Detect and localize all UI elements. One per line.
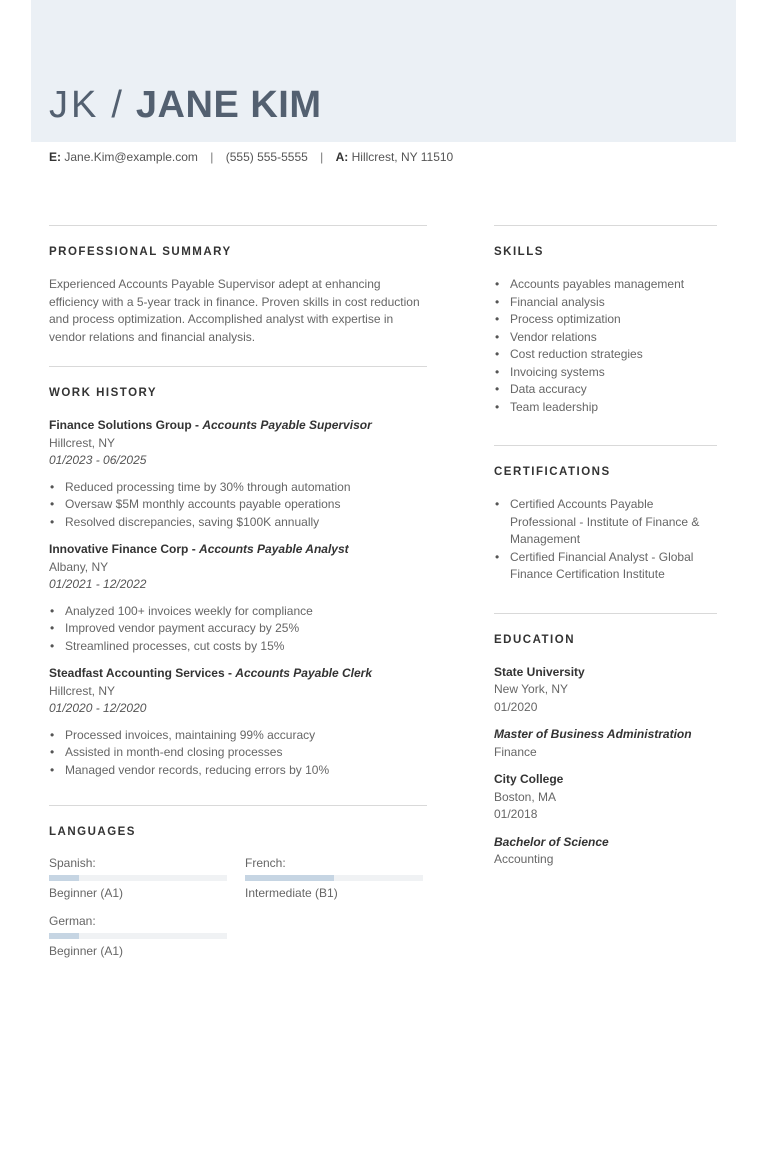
job-entry (49, 417, 427, 531)
certifications-list (494, 496, 717, 584)
list-item: • Analyzed 100+ invoices weekly for compliance (49, 603, 427, 621)
job-dash: - (188, 542, 200, 556)
list-item: • Process optimization (494, 311, 717, 329)
language-proficiency-fill (49, 933, 79, 939)
section-divider (494, 225, 717, 226)
list-item: • Certified Financial Analyst - Global Finance Certification Institute (494, 549, 717, 584)
job-company: Finance Solutions Group (49, 418, 192, 432)
summary-text: Experienced Accounts Payable Supervisor adept at enhancing efficiency with a 5-year track in finance. Proven skills in cost reduction and process optimization. Accomplished analyst with expertise in vendor relations and financial analysis. (49, 277, 420, 344)
skills-section (494, 225, 717, 416)
list-item: • Accounts payables management (494, 276, 717, 294)
list-item: • Oversaw $5M monthly accounts payable operations (49, 496, 427, 514)
address-value: Hillcrest, NY 11510 (351, 150, 454, 164)
section-divider (494, 445, 717, 446)
education-entry (494, 664, 717, 762)
right-column (494, 225, 717, 879)
job-role: Accounts Payable Clerk (235, 666, 373, 680)
languages-title: LANGUAGES (49, 826, 136, 838)
degree-field: Finance (494, 744, 537, 759)
summary-section (49, 225, 427, 346)
list-item: • Invoicing systems (494, 364, 717, 382)
list-item: • Team leadership (494, 399, 717, 417)
degree-name: Bachelor of Science (494, 834, 609, 849)
list-item: • Cost reduction strategies (494, 346, 717, 364)
contact-separator: | (320, 150, 324, 164)
school-name: State University (494, 664, 585, 679)
skills-list (494, 276, 717, 416)
contact-line (49, 150, 453, 164)
list-item: • Vendor relations (494, 329, 717, 347)
phone-value[interactable]: (555) 555-5555 (225, 150, 308, 164)
name-heading (49, 84, 322, 130)
email-value[interactable]: Jane.Kim@example.com (64, 150, 198, 164)
job-company: Steadfast Accounting Services (49, 666, 225, 680)
language-proficiency-bar (49, 875, 227, 881)
job-role: Accounts Payable Analyst (199, 542, 349, 556)
graduation-date: 01/2020 (494, 699, 538, 714)
certifications-title: CERTIFICATIONS (494, 466, 611, 478)
school-location: Boston, MA (494, 789, 557, 804)
name-divider: / (111, 84, 122, 126)
list-item: • Financial analysis (494, 294, 717, 312)
list-item: • Assisted in month-end closing processes (49, 744, 427, 762)
job-dates: 01/2020 - 12/2020 (49, 701, 147, 715)
language-name: German: (49, 914, 96, 928)
left-column (49, 225, 427, 958)
language-item (49, 856, 227, 900)
language-name: French: (245, 856, 286, 870)
school-location: New York, NY (494, 682, 569, 696)
email-label: E: (49, 150, 61, 164)
job-location: Albany, NY (49, 559, 109, 574)
language-item (245, 856, 423, 900)
list-item: • Streamlined processes, cut costs by 15% (49, 638, 427, 656)
address-label: A: (335, 150, 349, 164)
full-name: JANE KIM (135, 84, 322, 126)
language-name: Spanish: (49, 856, 96, 870)
job-entry (49, 665, 427, 779)
languages-grid (49, 856, 427, 958)
language-level: Intermediate (B1) (245, 886, 338, 900)
certifications-section (494, 445, 717, 584)
work-history-title: WORK HISTORY (49, 387, 158, 399)
list-item: • Certified Accounts Payable Professional - Institute of Finance & Management (494, 496, 717, 549)
list-item: • Managed vendor records, reducing errors by 10% (49, 762, 427, 780)
list-item: • Data accuracy (494, 381, 717, 399)
job-location: Hillcrest, NY (49, 435, 116, 450)
job-company: Innovative Finance Corp (49, 542, 189, 556)
language-proficiency-bar (49, 933, 227, 939)
list-item: • Reduced processing time by 30% through automation (49, 479, 427, 497)
school-name: City College (494, 772, 564, 786)
section-divider (49, 805, 427, 806)
language-proficiency-fill (245, 875, 334, 881)
job-dash: - (224, 666, 236, 680)
job-heading (49, 665, 427, 683)
graduation-date: 01/2018 (494, 807, 538, 821)
language-level: Beginner (A1) (49, 944, 124, 958)
job-bullets (49, 479, 427, 532)
work-history-section (49, 366, 427, 779)
language-level: Beginner (A1) (49, 886, 124, 900)
summary-title: PROFESSIONAL SUMMARY (49, 246, 232, 258)
job-bullets (49, 727, 427, 780)
section-divider (49, 225, 427, 226)
job-heading (49, 417, 427, 435)
languages-section (49, 805, 427, 958)
job-dates: 01/2023 - 06/2025 (49, 453, 147, 467)
language-proficiency-bar (245, 875, 423, 881)
degree-field: Accounting (494, 852, 554, 866)
education-section (494, 613, 717, 869)
list-item: • Resolved discrepancies, saving $100K annually (49, 514, 427, 532)
contact-separator: | (210, 150, 214, 164)
section-divider (49, 366, 427, 367)
job-bullets (49, 603, 427, 656)
degree-name: Master of Business Administration (494, 727, 692, 741)
language-item (49, 914, 227, 958)
skills-title: SKILLS (494, 246, 544, 258)
language-proficiency-fill (49, 875, 79, 881)
initials: JK (49, 84, 100, 126)
list-item: • Improved vendor payment accuracy by 25% (49, 620, 427, 638)
job-dash: - (191, 418, 203, 432)
job-entry (49, 541, 427, 655)
list-item: • Processed invoices, maintaining 99% accuracy (49, 727, 427, 745)
job-location: Hillcrest, NY (49, 683, 116, 698)
job-dates: 01/2021 - 12/2022 (49, 577, 147, 591)
section-divider (494, 613, 717, 614)
job-heading (49, 541, 427, 559)
job-role: Accounts Payable Supervisor (202, 418, 372, 432)
education-title: EDUCATION (494, 633, 576, 646)
education-entry (494, 771, 717, 869)
